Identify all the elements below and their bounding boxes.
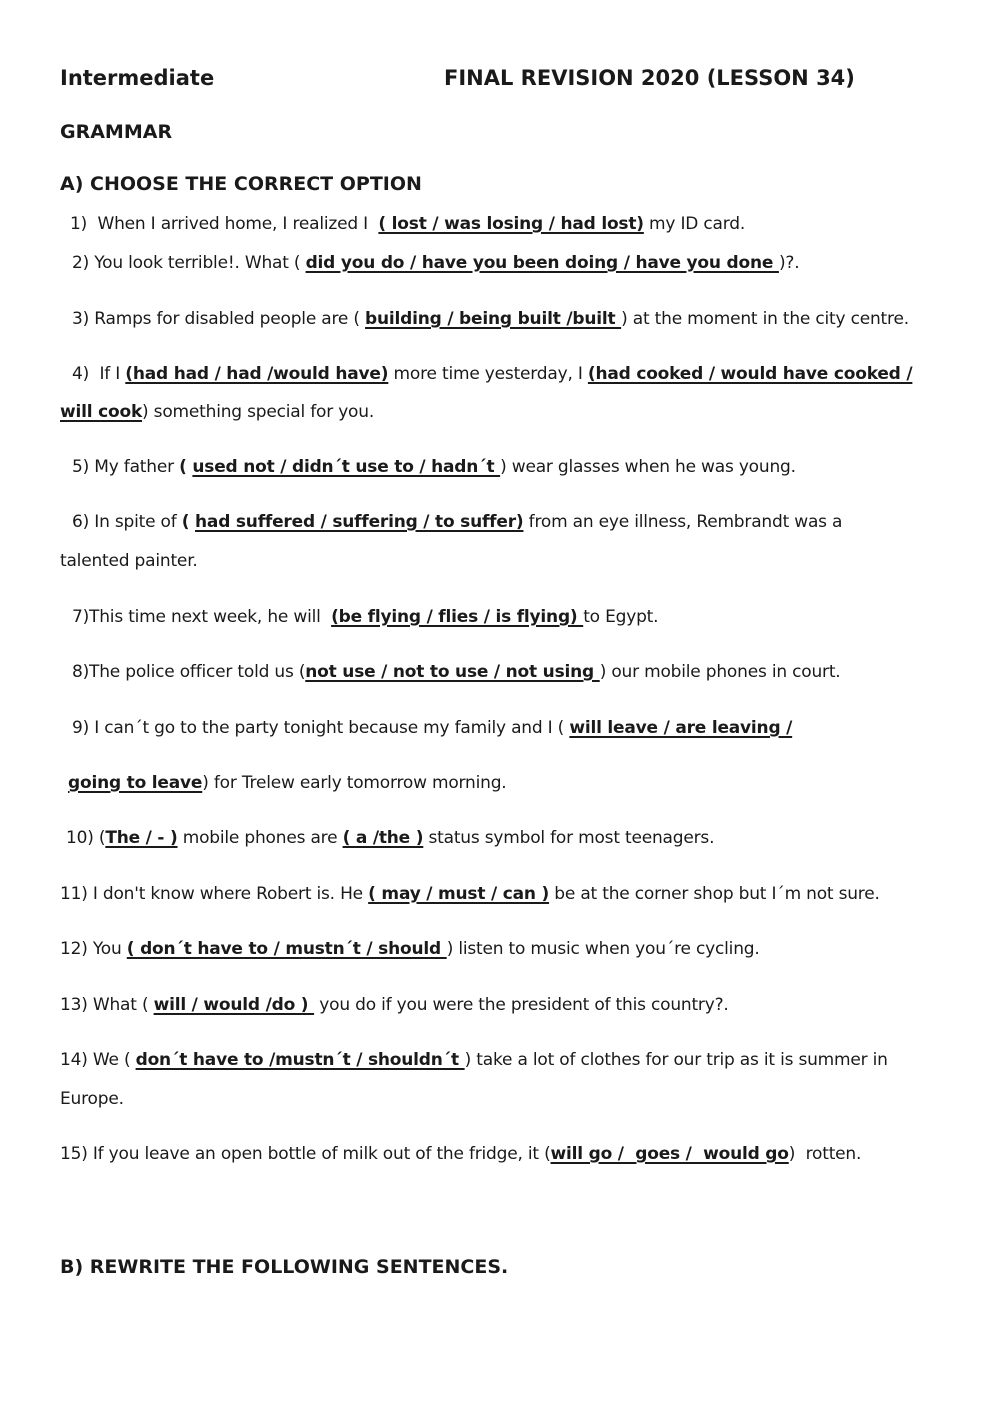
sentence-text: talented painter. [60, 551, 198, 571]
answer-options: not use / not to use / not using [305, 662, 600, 682]
exercise-item-7 [72, 609, 658, 626]
exercise-item-9-line-2 [68, 775, 507, 792]
sentence-text: 15) If you leave an open bottle of milk out of the fridge, it ( [60, 1144, 551, 1164]
sentence-text: you do if you were the president of this country?. [314, 995, 729, 1015]
answer-options: will / would /do ) [153, 995, 315, 1015]
exercise-item-14-line-2 [60, 1091, 124, 1108]
exercise-item-5 [72, 459, 796, 476]
answer-options: building / being built /built [365, 309, 622, 329]
answer-options: (had had / had /would have) [125, 364, 389, 384]
exercise-item-4-line-2 [60, 404, 374, 421]
answer-options: had suffered / suffering / to suffer) [195, 512, 524, 532]
answer-options: ( may / must / can ) [368, 884, 550, 904]
sentence-text: my ID card. [643, 214, 746, 234]
answer-options: will go / goes / would go [550, 1144, 789, 1164]
exercise-item-6 [72, 514, 842, 531]
sentence-text: )?. [778, 253, 800, 273]
sentence-text: Europe. [60, 1089, 124, 1109]
answer-options: don´t have to /mustn´t / shouldn´t [135, 1050, 465, 1070]
section-a-heading: A) CHOOSE THE CORRECT OPTION [60, 173, 422, 195]
exercise-item-15 [60, 1146, 861, 1163]
exercise-item-9 [72, 720, 792, 737]
answer-options: ( a /the ) [342, 828, 424, 848]
exercise-item-2 [72, 255, 799, 272]
bracket: ( [179, 457, 193, 477]
sentence-text: 4) If I [72, 364, 126, 384]
sentence-text: ) rotten. [788, 1144, 862, 1164]
sentence-text: 14) We ( [60, 1050, 136, 1070]
exercise-item-10 [66, 830, 714, 847]
exercise-item-1 [70, 216, 745, 233]
sentence-text: status symbol for most teenagers. [423, 828, 715, 848]
sentence-text: 2) You look terrible!. What ( [72, 253, 306, 273]
exercise-item-12 [60, 941, 760, 958]
sentence-text: 9) I can´t go to the party tonight because my family and I ( [72, 718, 570, 738]
sentence-text: 10) ( [66, 828, 106, 848]
sentence-text: ) for Trelew early tomorrow morning. [202, 773, 507, 793]
sentence-text: ) our mobile phones in court. [599, 662, 841, 682]
sentence-text: 13) What ( [60, 995, 154, 1015]
sentence-text: ) take a lot of clothes for our trip as it is summer in [464, 1050, 888, 1070]
sentence-text: ) wear glasses when he was young. [500, 457, 796, 477]
answer-options: will leave / are leaving / [569, 718, 793, 738]
answer-options: The / - ) [105, 828, 178, 848]
page-title: FINAL REVISION 2020 (LESSON 34) [444, 66, 855, 90]
exercise-item-11 [60, 886, 880, 903]
sentence-text: mobile phones are [177, 828, 343, 848]
sentence-text: more time yesterday, I [388, 364, 588, 384]
exercise-item-6-line-2 [60, 553, 198, 570]
sentence-text: from an eye illness, Rembrandt was a [523, 512, 843, 532]
sentence-text: to Egypt. [583, 607, 659, 627]
sentence-text: 1) When I arrived home, I realized I [70, 214, 379, 234]
sentence-text: ) at the moment in the city centre. [621, 309, 909, 329]
sentence-text: ) something special for you. [142, 402, 375, 422]
sentence-text: be at the corner shop but I´m not sure. [549, 884, 880, 904]
sentence-text: 11) I don't know where Robert is. He [60, 884, 369, 904]
answer-options: did you do / have you been doing / have you done [305, 253, 779, 273]
sentence-text: ) listen to music when you´re cycling. [446, 939, 760, 959]
sentence-text: 6) In spite of [72, 512, 182, 532]
answer-options: (be flying / flies / is flying) [331, 607, 584, 627]
sentence-text: 12) You [60, 939, 127, 959]
sentence-text: 8)The police officer told us ( [72, 662, 306, 682]
exercise-item-8 [72, 664, 841, 681]
answer-options: going to leave [68, 773, 203, 793]
exercise-item-3 [72, 311, 909, 328]
bracket: ( [181, 512, 196, 532]
answer-options: ( don´t have to / mustn´t / should [126, 939, 447, 959]
grammar-heading: GRAMMAR [60, 121, 173, 143]
exercise-item-13 [60, 997, 729, 1014]
exercise-item-14 [60, 1052, 888, 1069]
level-label: Intermediate [60, 66, 215, 90]
sentence-text: 3) Ramps for disabled people are ( [72, 309, 366, 329]
section-b-heading: B) REWRITE THE FOLLOWING SENTENCES. [60, 1256, 509, 1278]
answer-options: ( lost / was losing / had lost) [378, 214, 644, 234]
answer-options: used not / didn´t use to / hadn´t [192, 457, 501, 477]
sentence-text: 7)This time next week, he will [72, 607, 332, 627]
sentence-text: 5) My father [72, 457, 180, 477]
answer-options: (had cooked / would have cooked / [587, 364, 913, 384]
exercise-item-4 [72, 366, 912, 383]
answer-options: will cook [60, 402, 143, 422]
